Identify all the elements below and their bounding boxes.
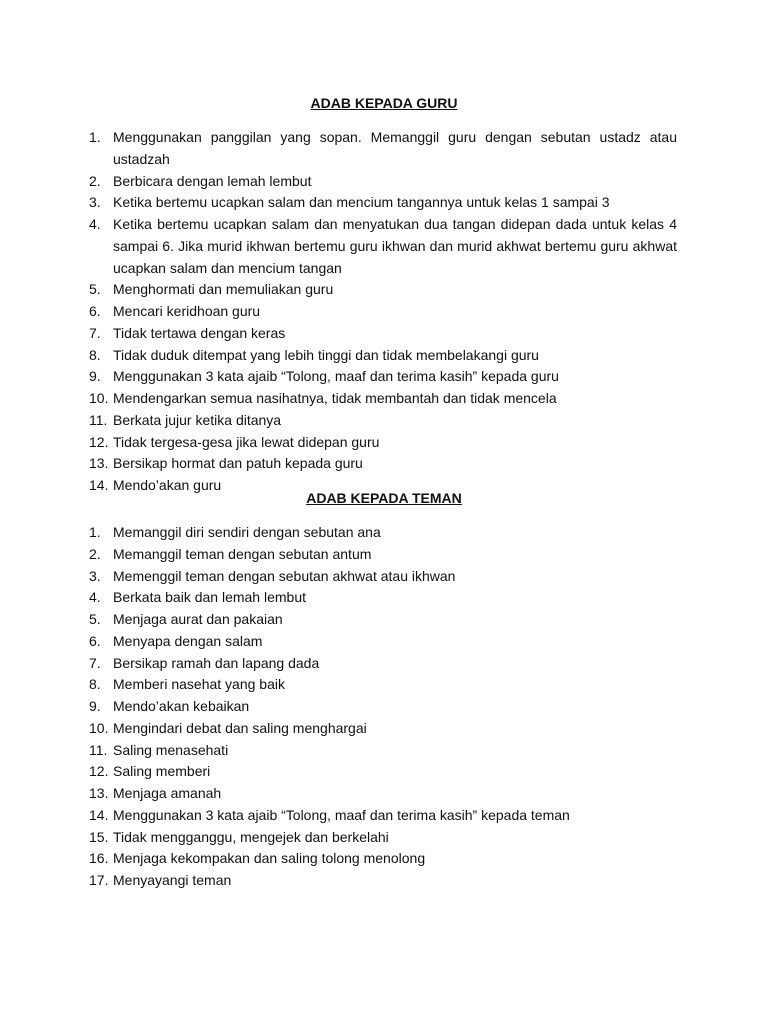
list-item [89, 805, 677, 827]
list-item-number: 9. [89, 698, 101, 714]
adab-teman-list [89, 522, 677, 892]
section-title-adab-teman: ADAB KEPADA TEMAN [306, 490, 462, 506]
list-item-text: Bersikap ramah dan lapang dada [113, 654, 320, 671]
list-item-number: 13. [89, 785, 109, 801]
list-item [89, 870, 677, 892]
list-item [89, 127, 677, 171]
list-item-text: Berbicara dengan lemah lembut [113, 172, 312, 189]
list-item [89, 674, 677, 696]
list-item-number: 4. [89, 589, 101, 606]
list-item [89, 522, 677, 544]
list-item-number: 1. [89, 129, 101, 145]
list-item-number: 3. [89, 194, 101, 211]
list-item-number: 13. [89, 455, 109, 472]
list-item-text: Menggunakan 3 kata ajaib “Tolong, maaf dan terima kasih” kepada teman [113, 806, 570, 823]
list-item-number: 6. [89, 632, 101, 649]
list-item [89, 410, 677, 432]
list-item [89, 848, 677, 870]
list-item [89, 827, 677, 849]
list-item [89, 432, 677, 454]
list-item [89, 696, 677, 718]
list-item-number: 15. [89, 828, 109, 845]
list-item-text: Memanggil teman dengan sebutan antum [113, 545, 372, 562]
list-item-text: Saling menasehati [113, 741, 229, 758]
list-item-number: 8. [89, 676, 101, 693]
list-item-number: 10. [89, 390, 109, 406]
list-item-text: Tidak tergesa-gesa jika lewat didepan guru [113, 433, 380, 450]
list-item [89, 740, 677, 762]
list-item-number: 4. [89, 216, 101, 232]
list-item-text: Menyapa dengan salam [113, 632, 263, 649]
list-item-text: Mencari keridhoan guru [113, 303, 261, 319]
list-item-text: Menghormati dan memuliakan guru [113, 281, 334, 298]
list-item-text: Mengindari debat dan saling menghargai [113, 719, 367, 736]
list-item-number: 7. [89, 324, 101, 341]
list-item-text: Bersikap hormat dan patuh kepada guru [113, 455, 363, 472]
list-item-text: Saling memberi [113, 763, 211, 780]
list-item-number: 10. [89, 719, 109, 736]
list-item-number: 16. [89, 850, 109, 867]
list-item [89, 453, 677, 475]
list-item-number: 3. [89, 567, 101, 584]
list-item [89, 761, 677, 783]
list-item-text: Berkata baik dan lemah lembut [113, 589, 306, 606]
list-item-number: 6. [89, 303, 101, 319]
list-item-text: Menggunakan 3 kata ajaib “Tolong, maaf dan terima kasih” kepada guru [113, 368, 559, 385]
list-item [89, 279, 677, 301]
list-item-number: 2. [89, 172, 101, 189]
list-item-text: Memberi nasehat yang baik [113, 676, 285, 693]
list-item-text: Menjaga amanah [113, 785, 222, 801]
list-item-number: 11. [89, 741, 108, 758]
list-item [89, 544, 677, 566]
list-item-text: Menjaga kekompakan dan saling tolong menolong [113, 850, 426, 867]
list-item-text: Mendo’akan kebaikan [113, 698, 250, 714]
list-item [89, 631, 677, 653]
list-item-text: Tidak duduk ditempat yang lebih tinggi dan tidak membelakangi guru [113, 346, 539, 363]
list-item-text: Memenggil teman dengan sebutan akhwat atau ikhwan [113, 567, 456, 584]
list-item-text: Menggunakan panggilan yang sopan. Memanggil guru dengan sebutan ustadz atau ustadzah [113, 129, 677, 167]
list-item-text: Tidak mengganggu, mengejek dan berkelahi [113, 828, 389, 845]
list-item [89, 388, 677, 410]
list-item [89, 609, 677, 631]
list-item-text: Ketika bertemu ucapkan salam dan menyatukan dua tangan didepan dada untuk kelas 4 sampai 6. Jika murid ikhwan bertemu guru ikhwan dan murid akhwat bertemu guru akhwat ucapkan salam dan mencium tangan [113, 216, 677, 276]
list-item-number: 14. [89, 806, 109, 823]
list-item [89, 587, 677, 609]
list-item [89, 301, 677, 323]
list-item [89, 366, 677, 388]
list-item-text: Menyayangi teman [113, 872, 232, 888]
list-item [89, 192, 677, 214]
list-item-number: 7. [89, 654, 101, 671]
list-item-text: Tidak tertawa dengan keras [113, 324, 286, 341]
list-item [89, 214, 677, 279]
list-item [89, 345, 677, 367]
list-item [89, 171, 677, 193]
list-item-text: Ketika bertemu ucapkan salam dan mencium tangannya untuk kelas 1 sampai 3 [113, 194, 610, 211]
list-item-number: 5. [89, 281, 101, 298]
list-item-text: Memanggil diri sendiri dengan sebutan ana [113, 524, 381, 540]
list-item-number: 8. [89, 346, 101, 363]
list-item-number: 17. [89, 872, 109, 888]
list-item-number: 11. [89, 411, 108, 428]
list-item-number: 14. [89, 477, 109, 493]
list-item-number: 1. [89, 524, 101, 540]
list-item-number: 2. [89, 545, 101, 562]
list-item [89, 718, 677, 740]
list-item-number: 12. [89, 763, 109, 780]
list-item-number: 12. [89, 433, 109, 450]
list-item [89, 566, 677, 588]
list-item-text: Berkata jujur ketika ditanya [113, 411, 282, 428]
section-title-adab-guru: ADAB KEPADA GURU [310, 95, 458, 111]
list-item-number: 5. [89, 611, 101, 627]
adab-guru-list [89, 127, 677, 497]
list-item-text: Mendo’akan guru [113, 477, 222, 493]
list-item-text: Mendengarkan semua nasihatnya, tidak membantah dan tidak mencela [113, 390, 557, 406]
list-item [89, 653, 677, 675]
list-item [89, 323, 677, 345]
list-item-text: Menjaga aurat dan pakaian [113, 611, 283, 627]
list-item-number: 9. [89, 368, 101, 385]
list-item [89, 783, 677, 805]
